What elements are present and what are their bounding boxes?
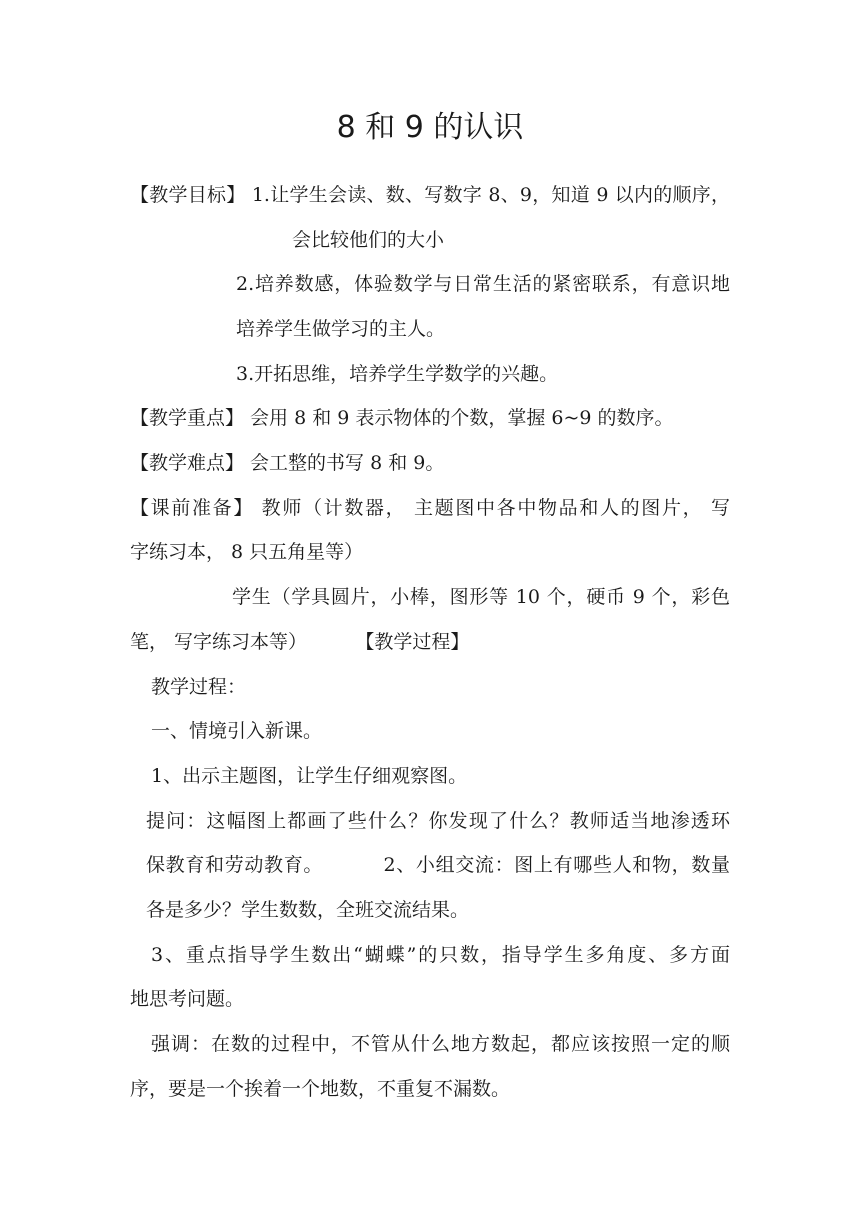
text-line: 1、出示主题图，让学生仔细观察图。 (151, 765, 468, 787)
document-title: 8 和 9 的认识 (336, 110, 524, 145)
text-line: 字练习本， 8 只五角星等） (130, 541, 364, 563)
text-line: 学生（学具圆片，小棒，图形等 10 个，硬币 9 个，彩色 (232, 586, 730, 608)
text-line: 【教学重点】 会用 8 和 9 表示物体的个数，掌握 6~9 的数序。 (130, 407, 674, 429)
text-line: 【课前准备】 教师（计数器， 主题图中各中物品和人的图片， 写 (130, 497, 730, 519)
text-line: 会比较他们的大小 (292, 229, 445, 251)
text-line: 序，要是一个挨着一个地数，不重复不漏数。 (130, 1078, 511, 1100)
text-line: 保教育和劳动教育。 2、小组交流：图上有哪些人和物，数量 (146, 854, 730, 876)
text-line: 【教学目标】 1.让学生会读、数、写数字 8、9，知道 9 以内的顺序， (130, 184, 730, 206)
text-line: 2.培养数感，体验数学与日常生活的紧密联系，有意识地 (236, 273, 730, 295)
text-line: 各是多少？学生数数，全班交流结果。 (146, 899, 470, 921)
text-line: 地思考问题。 (130, 988, 245, 1010)
text-line: 【教学难点】 会工整的书写 8 和 9。 (130, 452, 445, 474)
text-line: 一、情境引入新课。 (151, 720, 323, 742)
text-line: 教学过程： (151, 676, 247, 698)
text-line: 3、重点指导学生数出“蝴蝶”的只数，指导学生多角度、多方面 (151, 944, 730, 966)
text-line: 3.开拓思维，培养学生学数学的兴趣。 (236, 363, 559, 385)
text-line: 笔， 写字练习本等） 【教学过程】 (130, 631, 470, 653)
text-line: 强调：在数的过程中，不管从什么地方数起，都应该按照一定的顺 (151, 1033, 730, 1055)
text-line: 提问：这幅图上都画了些什么？你发现了什么？教师适当地渗透环 (146, 810, 730, 832)
text-line: 培养学生做学习的主人。 (236, 318, 446, 340)
